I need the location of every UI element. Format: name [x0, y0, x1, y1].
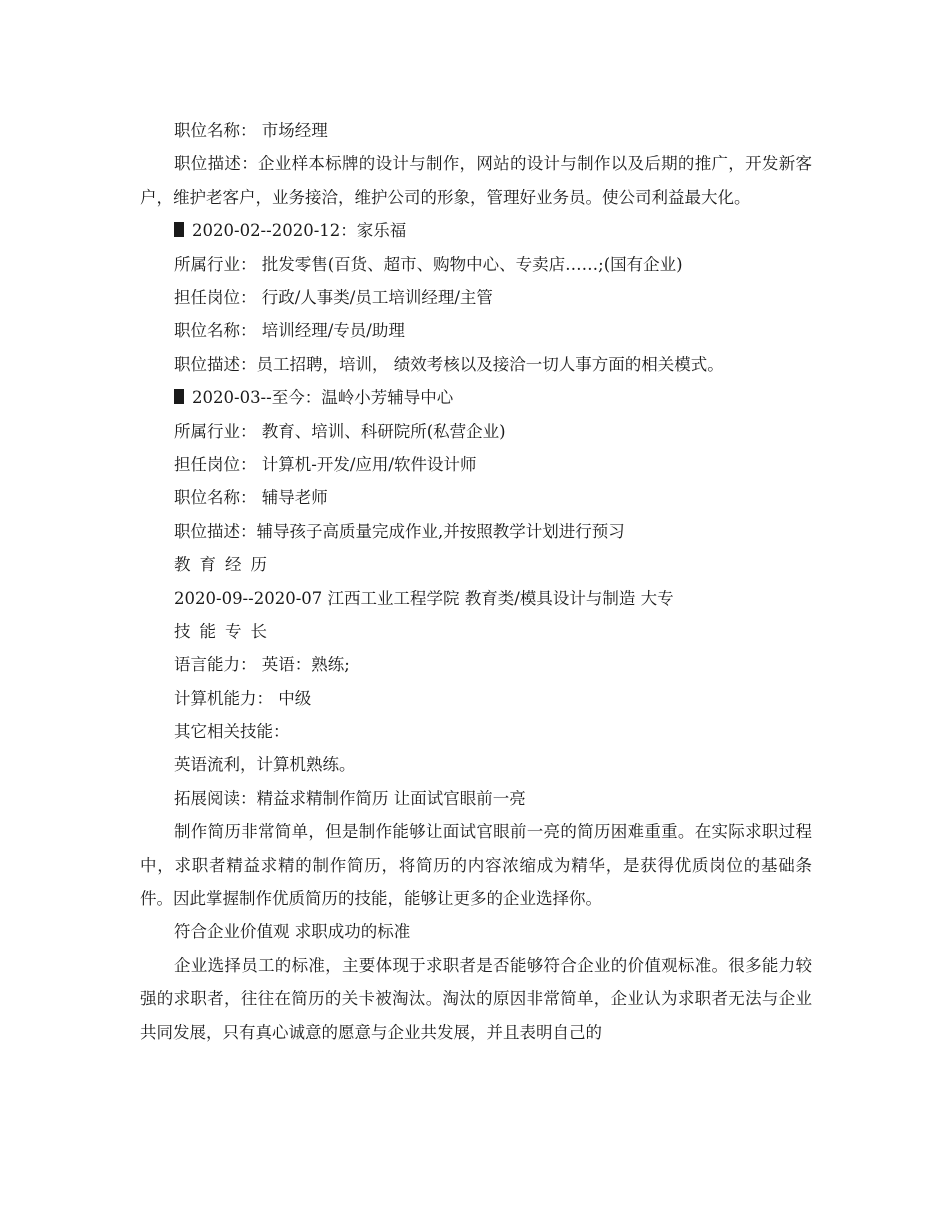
- language-skill-line: 语言能力： 英语：熟练;: [174, 655, 350, 675]
- industry-line: 所属行业： 教育、培训、科研院所(私营企业): [174, 421, 506, 441]
- document-body: [140, 114, 812, 1049]
- job-title-line: 职位名称： 辅导老师: [174, 488, 328, 508]
- other-skills-value: 英语流利，计算机熟练。: [174, 755, 356, 775]
- education-heading: 教育经历: [174, 555, 276, 575]
- job-entry-header-text: 2020-02--2020-12：家乐福: [192, 221, 407, 241]
- job-entry-header: [140, 214, 812, 247]
- other-skills-label: 其它相关技能：: [174, 722, 290, 742]
- bullet-icon: [174, 222, 184, 237]
- job-description-line: 职位描述：员工招聘，培训， 绩效考核以及接洽一切人事方面的相关模式。: [174, 354, 724, 374]
- job-entry-header-text: 2020-03--至今：温岭小芳辅导中心: [192, 388, 454, 408]
- bullet-icon: [174, 389, 184, 404]
- skills-heading: 技能专长: [174, 621, 276, 641]
- extended-reading-title: 拓展阅读：精益求精制作简历 让面试官眼前一亮: [174, 788, 526, 808]
- job-title-line: 职位名称： 培训经理/专员/助理: [174, 321, 405, 341]
- article-paragraph: 企业选择员工的标准，主要体现于求职者是否能够符合企业的价值观标准。很多能力较强的求职者，往往在简历的关卡被淘汰。淘汰的原因非常简单，企业认为求职者无法与企业共同发展，只有真心诚意的愿意与企业共发展，并且表明自己的: [140, 955, 812, 1042]
- education-entry: 2020-09--2020-07 江西工业工程学院 教育类/模具设计与制造 大专: [174, 588, 674, 608]
- position-line: 担任岗位： 行政/人事类/员工培训经理/主管: [174, 287, 493, 307]
- job-description-line: 职位描述：辅导孩子高质量完成作业,并按照教学计划进行预习: [174, 521, 625, 541]
- job-entry-header: [140, 381, 812, 414]
- computer-skill-line: 计算机能力： 中级: [174, 688, 312, 708]
- article-paragraph: 制作简历非常简单，但是制作能够让面试官眼前一亮的简历困难重重。在实际求职过程中，求职者精益求精的制作简历，将简历的内容浓缩成为精华，是获得优质岗位的基础条件。因此掌握制作优质简历的技能，能够让更多的企业选择你。: [140, 822, 812, 909]
- job-description-paragraph: 职位描述：企业样本标牌的设计与制作，网站的设计与制作以及后期的推广，开发新客户，维护老客户，业务接洽，维护公司的形象，管理好业务员。使公司利益最大化。: [140, 154, 812, 207]
- job-title-line: 职位名称： 市场经理: [174, 121, 328, 140]
- article-subheading: 符合企业价值观 求职成功的标准: [174, 922, 411, 942]
- position-line: 担任岗位： 计算机-开发/应用/软件设计师: [174, 454, 477, 474]
- industry-line: 所属行业： 批发零售(百货、超市、购物中心、专卖店……;(国有企业): [174, 254, 683, 274]
